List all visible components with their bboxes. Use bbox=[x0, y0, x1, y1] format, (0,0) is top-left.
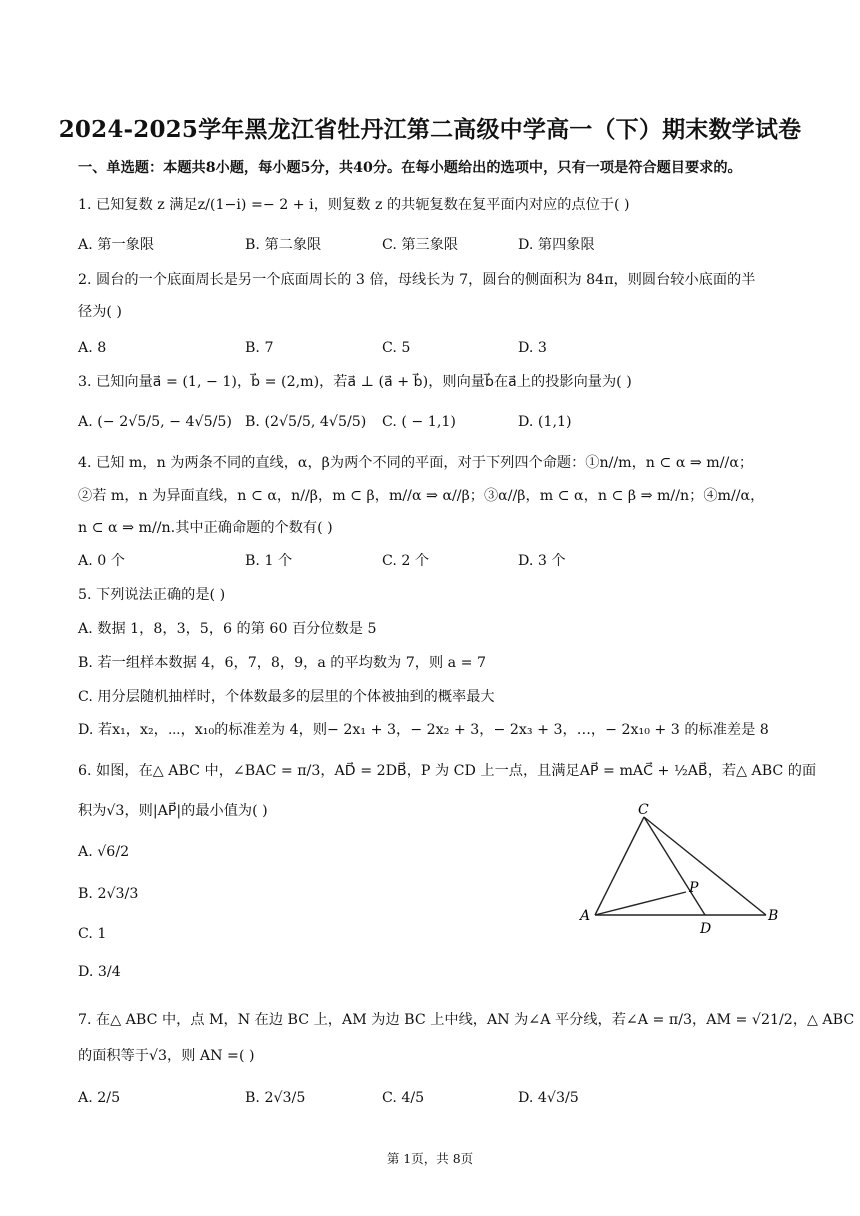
question-5: 5. 下列说法正确的是( ) bbox=[78, 587, 226, 603]
q6-option-a: A. √6/2 bbox=[78, 844, 130, 860]
q1-option-d: D. 第四象限 bbox=[518, 237, 595, 253]
segment-ap bbox=[595, 892, 686, 915]
question-6-line-1: 6. 如图，在△ ABC 中，∠BAC = π/3，AD⃗ = 2DB⃗，P 为 CD 上一点，且满足AP⃗ = mAC⃗ + ½AB⃗，若△ ABC 的面 bbox=[78, 763, 817, 779]
q3-option-d: D. (1,1) bbox=[518, 414, 572, 430]
question-4-line-1: 4. 已知 m，n 为两条不同的直线，α，β为两个不同的平面，对于下列四个命题：①n//m，n ⊂ α ⇒ m//α； bbox=[78, 455, 754, 471]
q1-option-b: B. 第二象限 bbox=[245, 237, 322, 253]
question-7-line-1: 7. 在△ ABC 中，点 M，N 在边 BC 上，AM 为边 BC 上中线，AN 为∠A 平分线，若∠A = π/3，AM = √21/2，△ ABC bbox=[78, 1012, 855, 1028]
page-title: 2024-2025学年黑龙江省牡丹江第二高级中学高一（下）期末数学试卷 bbox=[58, 116, 802, 143]
q6-option-c: C. 1 bbox=[78, 926, 107, 942]
q3-option-b: B. (2√5/5, 4√5/5) bbox=[245, 414, 367, 430]
q7-option-a: A. 2/5 bbox=[78, 1090, 121, 1106]
q1-option-c: C. 第三象限 bbox=[382, 237, 459, 253]
q3-option-a: A. (− 2√5/5, − 4√5/5) bbox=[78, 414, 232, 430]
question-4-line-3: n ⊂ α ⇒ m//n.其中正确命题的个数有( ) bbox=[78, 520, 333, 536]
triangle-figure bbox=[560, 800, 800, 940]
q4-option-c: C. 2 个 bbox=[382, 553, 430, 569]
q4-option-d: D. 3 个 bbox=[518, 553, 566, 569]
label-a: A bbox=[580, 908, 591, 924]
page-footer: 第 1页，共 8页 bbox=[386, 1151, 474, 1166]
q6-option-d: D. 3/4 bbox=[78, 964, 121, 980]
question-2-line-2: 径为( ) bbox=[78, 304, 122, 320]
q2-option-c: C. 5 bbox=[382, 340, 411, 356]
q5-option-d: D. 若x₁，x₂，⋯，x₁₀的标准差为 4，则− 2x₁ + 3，− 2x₂ + 3，− 2x₃ + 3，…，− 2x₁₀ + 3 的标准差是 8 bbox=[78, 722, 769, 738]
q5-option-a: A. 数据 1，8，3，5，6 的第 60 百分位数是 5 bbox=[78, 621, 377, 637]
q7-option-d: D. 4√3/5 bbox=[518, 1090, 579, 1106]
q5-option-b: B. 若一组样本数据 4，6，7，8，9，a 的平均数为 7，则 a = 7 bbox=[78, 655, 487, 671]
q5-option-c: C. 用分层随机抽样时，个体数最多的层里的个体被抽到的概率最大 bbox=[78, 689, 495, 705]
q1-option-a: A. 第一象限 bbox=[78, 237, 155, 253]
q4-option-b: B. 1 个 bbox=[245, 553, 293, 569]
label-p: P bbox=[689, 880, 699, 896]
label-c: C bbox=[638, 802, 649, 818]
question-6-line-2: 积为√3，则|AP⃗|的最小值为( ) bbox=[78, 803, 268, 819]
q2-option-b: B. 7 bbox=[245, 340, 274, 356]
question-4-line-2: ②若 m，n 为异面直线，n ⊂ α，n//β，m ⊂ β，m//α ⇒ α//β；③α//β，m ⊂ α，n ⊂ β ⇒ m//n；④m//α， bbox=[78, 488, 765, 504]
question-7-line-2: 的面积等于√3，则 AN =( ) bbox=[78, 1048, 255, 1064]
segment-cb bbox=[644, 817, 766, 915]
section-heading: 一、单选题：本题共8小题，每小题5分，共40分。在每小题给出的选项中，只有一项是符合题目要求的。 bbox=[78, 160, 742, 176]
question-3: 3. 已知向量a⃗ = (1, − 1)，b⃗ = (2,m)，若a⃗ ⊥ (a⃗ + b⃗)，则向量b⃗在a⃗上的投影向量为( ) bbox=[78, 374, 632, 390]
q3-option-c: C. ( − 1,1) bbox=[382, 414, 456, 430]
q2-option-d: D. 3 bbox=[518, 340, 547, 356]
q7-option-c: C. 4/5 bbox=[382, 1090, 425, 1106]
q6-option-b: B. 2√3/3 bbox=[78, 886, 139, 902]
q7-option-b: B. 2√3/5 bbox=[245, 1090, 306, 1106]
question-2-line-1: 2. 圆台的一个底面周长是另一个底面周长的 3 倍，母线长为 7，圆台的侧面积为 84π，则圆台较小底面的半 bbox=[78, 272, 756, 288]
segment-ac bbox=[595, 817, 644, 915]
q4-option-a: A. 0 个 bbox=[78, 553, 125, 569]
q2-option-a: A. 8 bbox=[78, 340, 107, 356]
question-1: 1. 已知复数 z 满足z/(1−i) =− 2 + i，则复数 z 的共轭复数在复平面内对应的点位于( ) bbox=[78, 197, 630, 213]
label-d: D bbox=[700, 921, 712, 937]
label-b: B bbox=[768, 908, 779, 924]
